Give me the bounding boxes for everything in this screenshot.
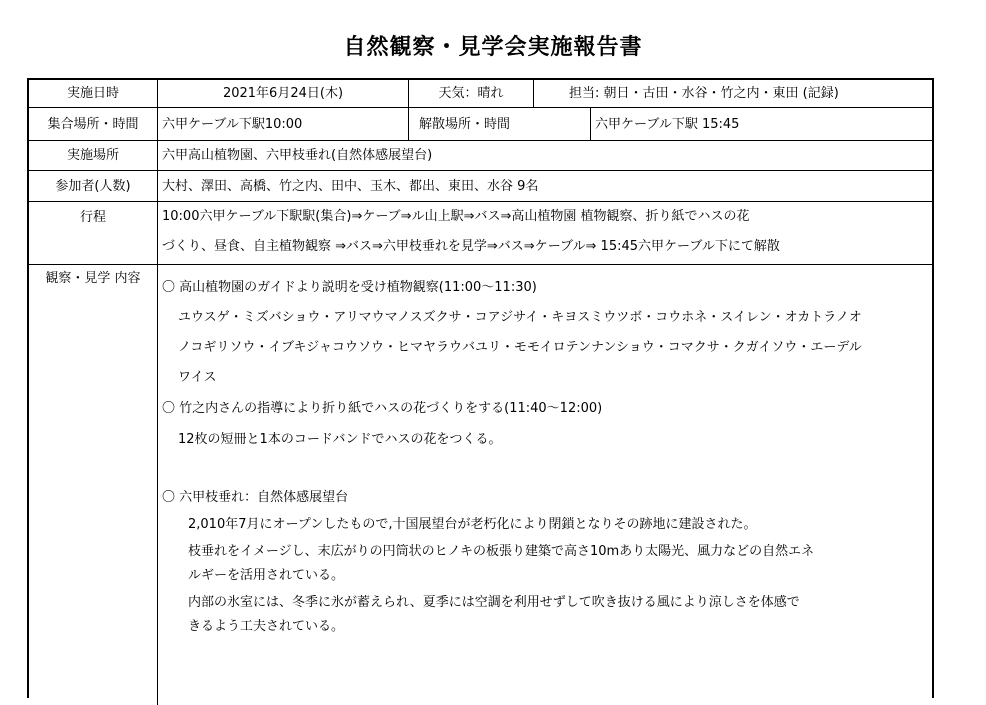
page-title: 自然観察・見学会実施報告書 (343, 35, 643, 60)
section-2-heading: 〇 竹之内さんの指導により折り紙でハスの花づくりをする(11:40～12:00) (162, 401, 603, 416)
section-3-line-3: ルギーを活用されている。 (188, 568, 345, 583)
section-1-line-2: ノコギリソウ・イブキジャコウソウ・ヒマヤラウバユリ・モモイロテンナンショウ・コマクサ・クガイソウ・エーデル (178, 340, 862, 355)
dismiss-value: 六甲ケーブル下駅 15:45 (595, 116, 740, 132)
observation-label: 観察・見学 内容 (45, 270, 141, 286)
participants-row (29, 171, 932, 202)
weather-value: 天気：晴れ (438, 86, 504, 101)
observation-row (29, 265, 932, 705)
staff-value: 担当: 朝日・古田・水谷・竹之内・東田 (記録) (569, 86, 839, 101)
date-value: 2021年6月24日(木) (222, 86, 344, 101)
itinerary-label: 行程 (79, 210, 106, 225)
itinerary-line-2: づくり、昼食、自主植物観察 ⇒バス⇒六甲枝垂れを見学⇒バス⇒ケーブル⇒ 15:45六甲ケーブル下にて解散 (162, 239, 780, 254)
itinerary-row (29, 202, 932, 265)
section-2-line-1: 12枚の短冊と1本のコードバンドでハスの花をつくる。 (178, 432, 502, 447)
place-label: 実施場所 (66, 148, 119, 163)
date-row (29, 80, 932, 108)
participants-label: 参加者(人数) (55, 178, 131, 194)
section-3-line-4: 内部の氷室には、冬季に氷が蓄えられ、夏季には空調を利用せずして吹き抜ける風により涼しさを体感で (188, 595, 800, 610)
section-1-line-3: ワイス (178, 370, 217, 385)
meeting-label: 集合場所・時間 (47, 116, 139, 132)
section-3-heading: 〇 六甲枝垂れ：自然体感展望台 (162, 490, 349, 505)
itinerary-value (158, 202, 932, 264)
date-label: 実施日時 (66, 86, 119, 101)
section-3-line-5: きるよう工夫されている。 (188, 619, 345, 634)
place-value: 六甲高山植物園、六甲枝垂れ(自然体感展望台) (162, 148, 433, 163)
section-1-line-1: ユウスゲ・ミズバショウ・アリマウマノスズクサ・コアジサイ・キヨスミウツボ・コウホネ・スイレン・オカトラノオ (178, 310, 862, 325)
report-table (27, 78, 934, 698)
dismiss-label: 解散場所・時間 (419, 116, 511, 132)
section-3-line-1: 2,010年7月にオープンしたもので,十国展望台が老朽化により閉鎖となりその跡地に建設された。 (188, 517, 757, 532)
meeting-row (29, 108, 932, 141)
participants-value: 大村、澤田、高橋、竹之内、田中、玉木、都出、東田、水谷 9名 (162, 178, 539, 194)
section-1-heading: 〇 高山植物園のガイドより説明を受け植物観察(11:00～11:30) (162, 280, 537, 295)
section-3-line-2: 枝垂れをイメージし、末広がりの円筒状のヒノキの板張り建築で高さ10mあり太陽光、風力などの自然エネ (188, 544, 815, 559)
place-row (29, 141, 932, 171)
itinerary-line-1: 10:00六甲ケーブル下駅駅(集合)⇒ケーブ⇒ル山上駅⇒バス⇒高山植物園 植物観察、折り紙でハスの花 (162, 209, 750, 224)
meeting-value: 六甲ケーブル下駅10:00 (162, 116, 303, 132)
